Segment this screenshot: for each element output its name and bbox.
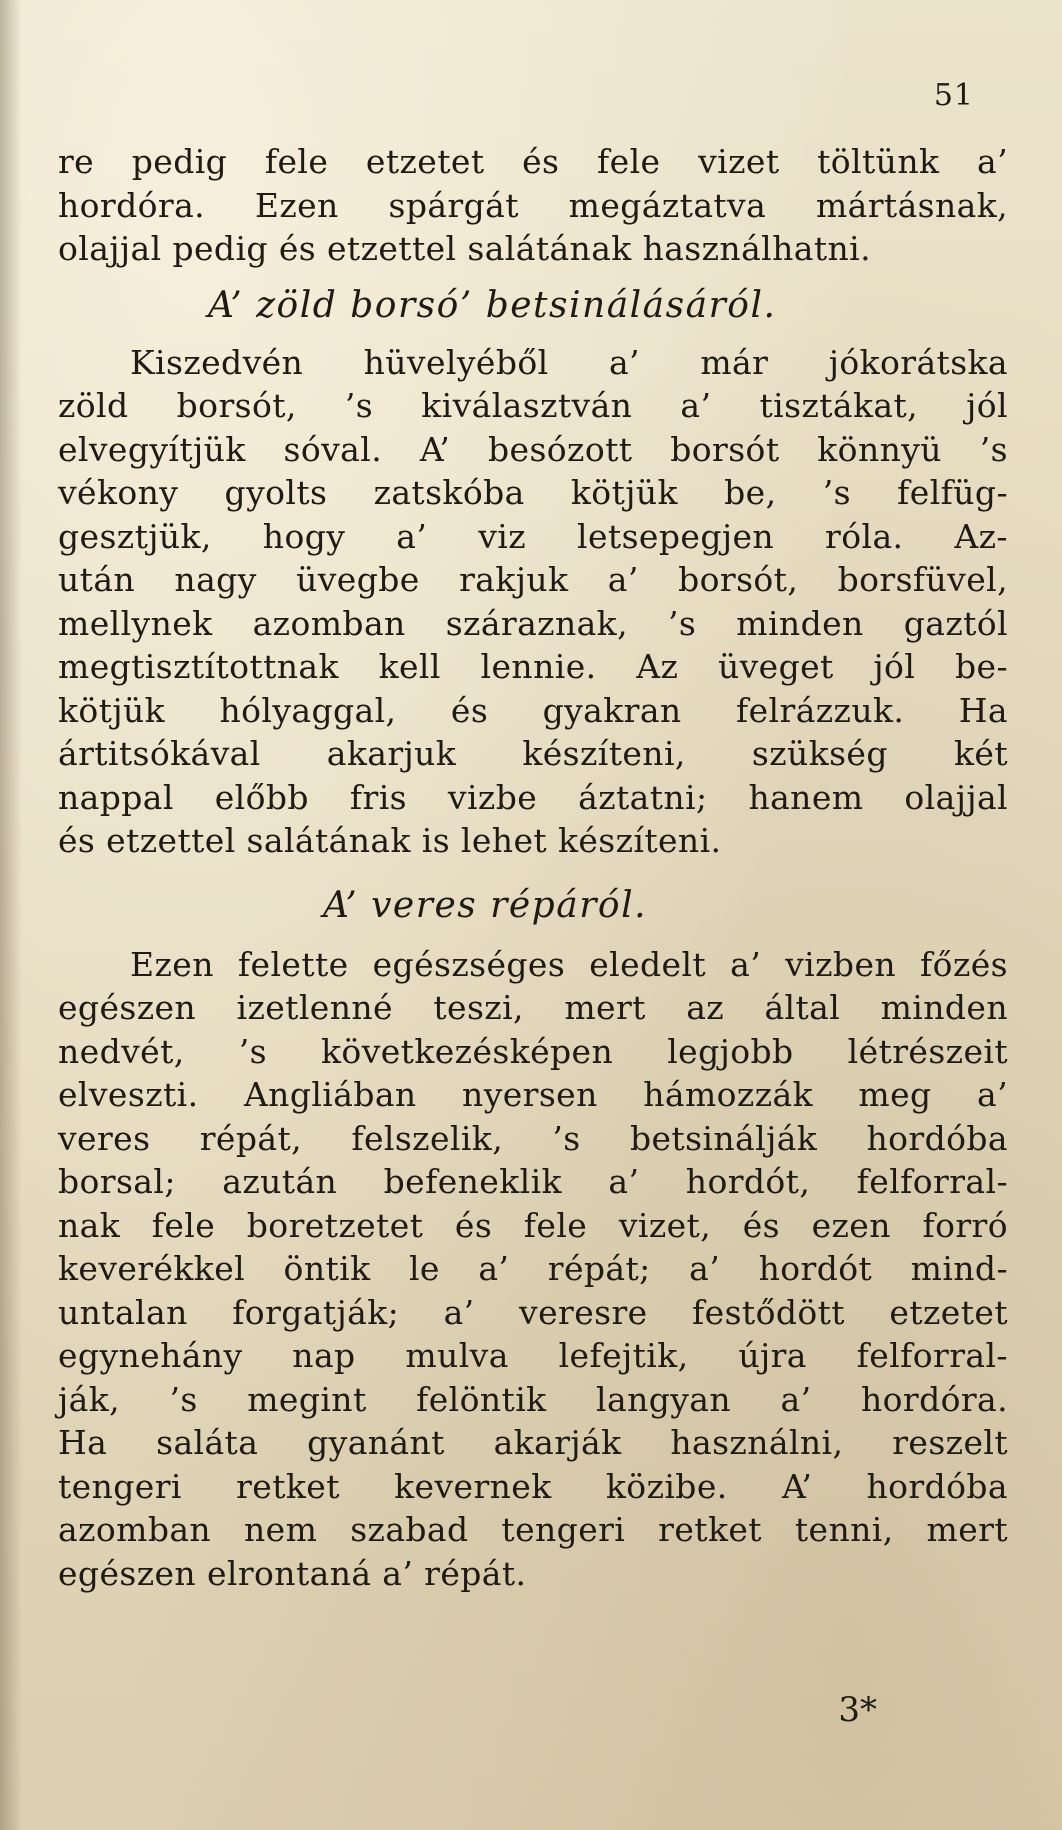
text-line: nappal előbb fris vizbe áztatni; hanem olajjal xyxy=(58,777,1008,817)
text-line: mellynek azomban száraznak, ’s minden gaztól xyxy=(58,603,1008,643)
text-line: untalan forgatják; a’ veresre festődött etzetet xyxy=(58,1292,1008,1332)
text-line: egészen elrontaná a’ répát. xyxy=(58,1553,527,1593)
text-line: veres répát, felszelik, ’s betsinálják hordóba xyxy=(58,1118,1008,1158)
text-line: ártitsókával akarjuk készíteni, szükség két xyxy=(58,734,1008,773)
text-line: Kiszedvén hüvelyéből a’ már jókorátska xyxy=(130,342,1008,382)
text-line: hordóra. Ezen spárgát megáztatva mártásnak, xyxy=(58,185,1008,225)
text-line: gesztjük, hogy a’ viz letsepegjen róla. Az- xyxy=(58,516,1008,556)
text-line: megtisztítottnak kell lennie. Az üveget jól be- xyxy=(58,647,1008,686)
text-line: kötjük hólyaggal, és gyakran felrázzuk. Ha xyxy=(58,690,1008,730)
text-line: azomban nem szabad tengeri retket tenni, mert xyxy=(58,1510,1008,1549)
paragraph-red-beet xyxy=(58,943,1008,1596)
text-line: egészen izetlenné teszi, mert az által minden xyxy=(58,988,1008,1027)
text-line: ják, ’s megint felöntik langyan a’ hordóra. xyxy=(58,1379,1008,1419)
text-line: és etzettel salátának is lehet készíteni. xyxy=(58,821,722,860)
text-line: olajjal pedig és etzettel salátának használhatni. xyxy=(58,229,871,268)
signature-mark: 3* xyxy=(838,1690,877,1730)
text-line: elvegyítjük sóval. A’ besózott borsót könnyü ’s xyxy=(58,429,1008,469)
text-line: tengeri retket kevernek közibe. A’ hordóba xyxy=(58,1466,1008,1506)
text-block xyxy=(58,140,1008,1595)
text-line: elveszti. Angliában nyersen hámozzák meg a’ xyxy=(58,1075,1008,1114)
section-heading-red-beet: A’ veres répáról. xyxy=(323,884,648,926)
text-line: Ezen felette egészséges eledelt a’ vizben főzés xyxy=(130,944,1008,984)
text-line: Ha saláta gyanánt akarják használni, reszelt xyxy=(58,1423,1008,1462)
page-number: 51 xyxy=(933,78,974,113)
text-line: borsal; azután befeneklik a’ hordót, felforral- xyxy=(58,1162,1008,1201)
section-heading-green-peas: A’ zöld borsó’ betsinálásáról. xyxy=(208,284,777,326)
text-line: után nagy üvegbe rakjuk a’ borsót, borsfüvel, xyxy=(58,560,1008,599)
text-line: zöld borsót, ’s kiválasztván a’ tisztákat, jól xyxy=(58,386,1008,425)
text-line: nedvét, ’s következésképen legjobb létrészeit xyxy=(58,1031,1008,1071)
page-gutter-shadow xyxy=(0,0,22,1830)
text-line: nak fele boretzetet és fele vizet, és ezen forró xyxy=(58,1205,1008,1245)
text-line: egynehány nap mulva lefejtik, újra felforral- xyxy=(58,1336,1008,1375)
text-line: vékony gyolts zatskóba kötjük be, ’s felfüg- xyxy=(58,473,1008,512)
text-line: keverékkel öntik le a’ répát; a’ hordót mind- xyxy=(58,1249,1008,1288)
paragraph-intro xyxy=(58,140,1008,271)
paragraph-green-peas xyxy=(58,341,1008,863)
text-line: re pedig fele etzetet és fele vizet töltünk a’ xyxy=(58,142,1008,181)
